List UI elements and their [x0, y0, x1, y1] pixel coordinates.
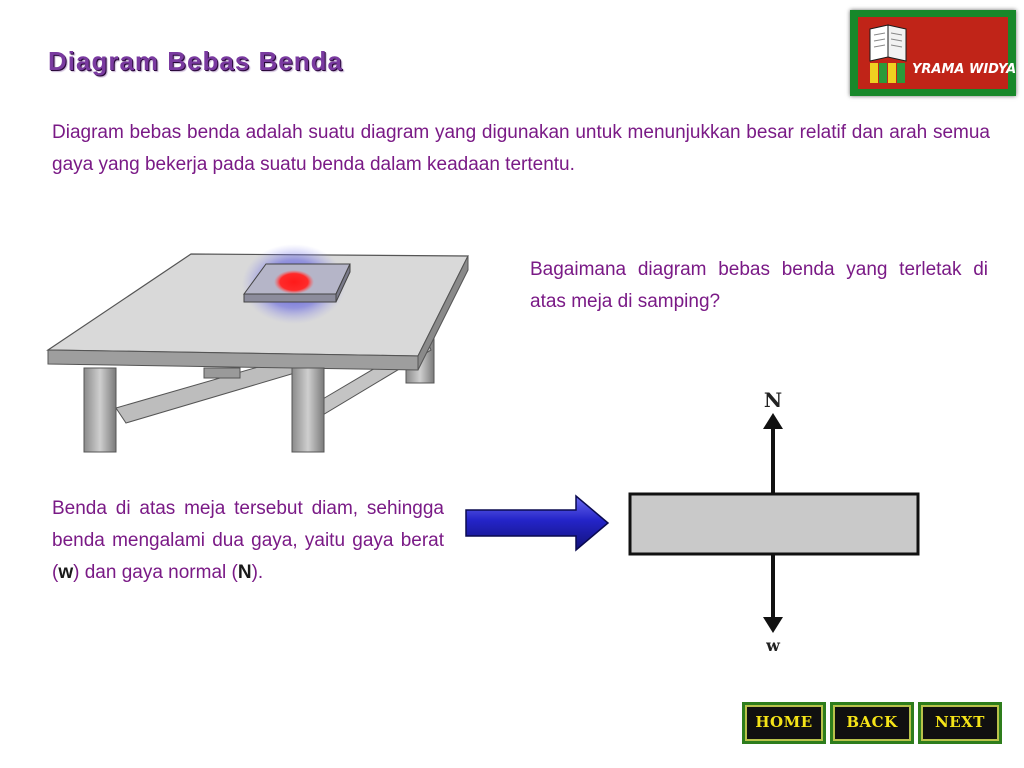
intro-paragraph: Diagram bebas benda adalah suatu diagram yang digunakan untuk menunjukkan besar relatif dan arah semua gaya yang bekerja pada suatu benda dalam keadaan tertentu.	[52, 122, 990, 175]
free-body-diagram	[615, 385, 935, 655]
logo-panel	[858, 17, 1017, 89]
yrama-widya-logo	[850, 10, 1016, 96]
table-illustration	[46, 238, 476, 460]
home-button[interactable]	[742, 702, 826, 744]
weight-force-label: w	[766, 636, 780, 655]
normal-arrowhead	[763, 413, 783, 429]
logo-text: YRAMA WIDYA	[912, 62, 1017, 77]
normal-force-label: N	[763, 388, 783, 412]
explain-text-2: ) dan gaya normal (	[73, 562, 238, 583]
normal-symbol: N	[237, 562, 252, 583]
explain-text-1: Benda di atas meja tersebut diam, sehingga benda mengalami dua gaya, yaitu gaya berat (	[52, 498, 444, 583]
explanation-paragraph	[52, 493, 444, 589]
back-button[interactable]	[830, 702, 914, 744]
back-button-label: BACK	[846, 713, 898, 731]
question-paragraph: Bagaimana diagram bebas benda yang terletak di atas meja di samping?	[530, 259, 988, 312]
next-button-label: NEXT	[935, 713, 985, 731]
slide-title: Diagram Bebas Benda	[48, 46, 343, 76]
weight-symbol: w	[58, 562, 74, 583]
explain-text-3: ).	[251, 562, 264, 583]
book-icon	[858, 17, 1008, 89]
right-arrow-icon	[462, 492, 612, 554]
block	[630, 494, 918, 554]
weight-arrowhead	[763, 617, 783, 633]
object-highlight	[274, 270, 314, 294]
home-button-label: HOME	[755, 713, 813, 731]
next-button[interactable]	[918, 702, 1002, 744]
